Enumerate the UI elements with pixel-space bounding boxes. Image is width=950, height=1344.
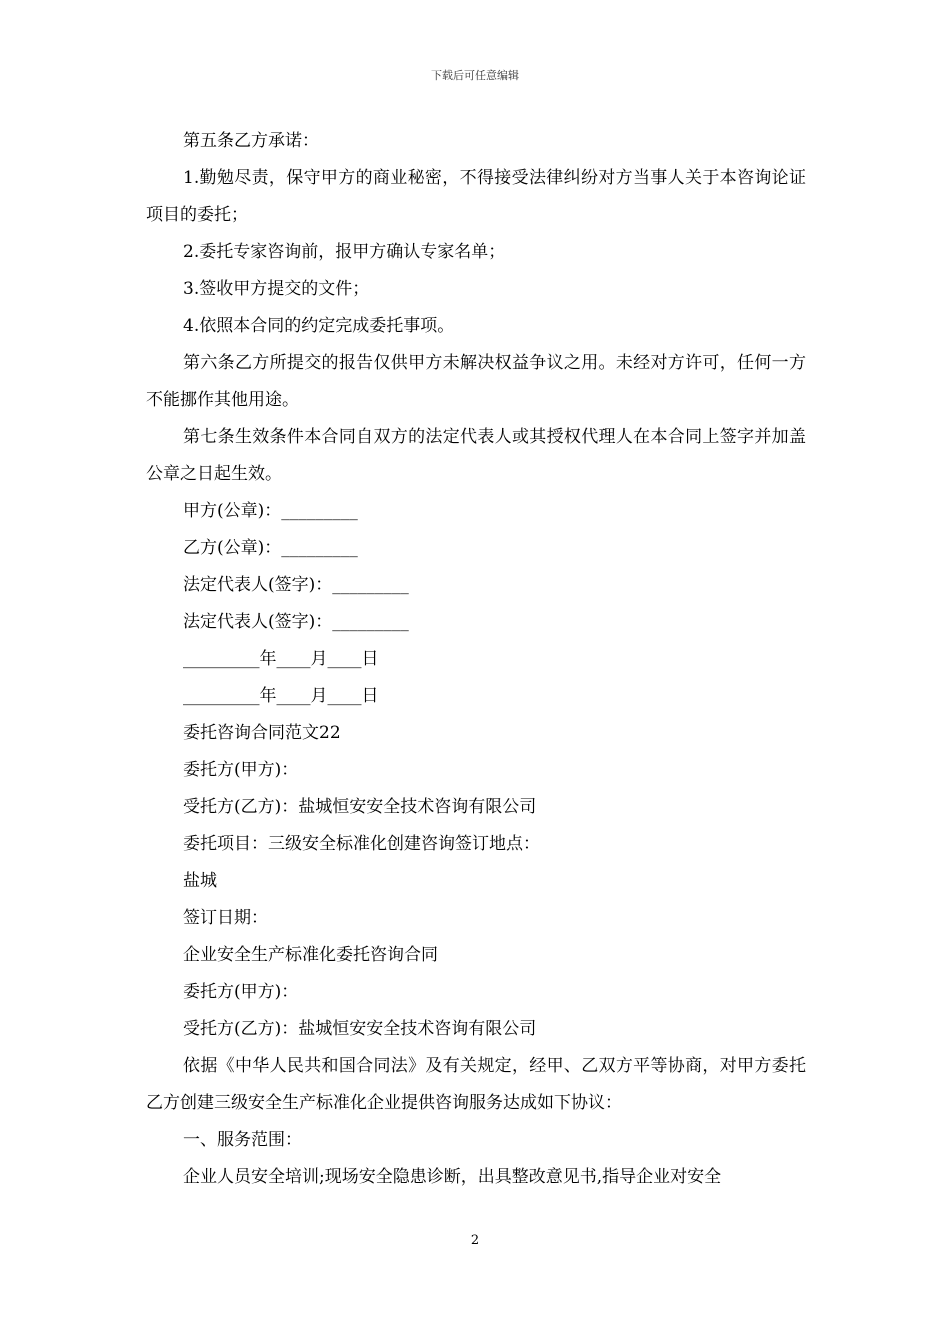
article-7: 第七条生效条件本合同自双方的法定代表人或其授权代理人在本合同上签字并加盖公章之日起生效。 <box>146 427 806 484</box>
service-scope-text: 企业人员安全培训;现场安全隐患诊断，出具整改意见书,指导企业对安全 <box>183 1167 722 1187</box>
location-value: 盐城 <box>183 871 217 891</box>
article-5-item-1: 1.勤勉尽责，保守甲方的商业秘密，不得接受法律纠纷对方当事人关于本咨询论证项目的委托； <box>146 168 806 225</box>
article-5-item-3: 3.签收甲方提交的文件； <box>183 279 370 299</box>
page-header-note: 下载后可任意编辑 <box>431 69 519 82</box>
date-line-a: _________年____月____日 <box>183 649 379 669</box>
sample-contract-title: 委托咨询合同范文22 <box>183 723 341 743</box>
trustee-party-b-2: 受托方(乙方)：盐城恒安安全技术咨询有限公司 <box>183 1019 537 1039</box>
trustee-party-b: 受托方(乙方)：盐城恒安安全技术咨询有限公司 <box>183 797 537 817</box>
client-party-a-2: 委托方(甲方)： <box>183 982 299 1002</box>
date-line-b: _________年____月____日 <box>183 686 379 706</box>
signing-date: 签订日期： <box>183 908 268 928</box>
page-number: 2 <box>470 1233 480 1248</box>
project-and-location: 委托项目：三级安全标准化创建咨询签订地点： <box>183 834 540 854</box>
article-5-item-4: 4.依照本合同的约定完成委托事项。 <box>183 316 455 336</box>
client-party-a: 委托方(甲方)： <box>183 760 299 780</box>
contract-subtitle: 企业安全生产标准化委托咨询合同 <box>183 945 438 965</box>
article-6: 第六条乙方所提交的报告仅供甲方未解决权益争议之用。未经对方许可，任何一方不能挪作其他用途。 <box>146 353 806 410</box>
article-5-item-2: 2.委托专家咨询前，报甲方确认专家名单； <box>183 242 506 262</box>
service-scope-heading: 一、服务范围： <box>183 1130 302 1150</box>
document-body <box>146 123 806 1196</box>
article-5-heading: 第五条乙方承诺： <box>183 131 319 151</box>
party-b-seal-line: 乙方(公章)：_________ <box>183 538 358 558</box>
party-a-seal-line: 甲方(公章)：_________ <box>183 501 358 521</box>
legal-rep-signature-line-b: 法定代表人(签字)：_________ <box>183 612 409 632</box>
contract-basis-paragraph: 依据《中华人民共和国合同法》及有关规定，经甲、乙双方平等协商，对甲方委托乙方创建三级安全生产标准化企业提供咨询服务达成如下协议： <box>146 1056 806 1113</box>
legal-rep-signature-line-a: 法定代表人(签字)：_________ <box>183 575 409 595</box>
